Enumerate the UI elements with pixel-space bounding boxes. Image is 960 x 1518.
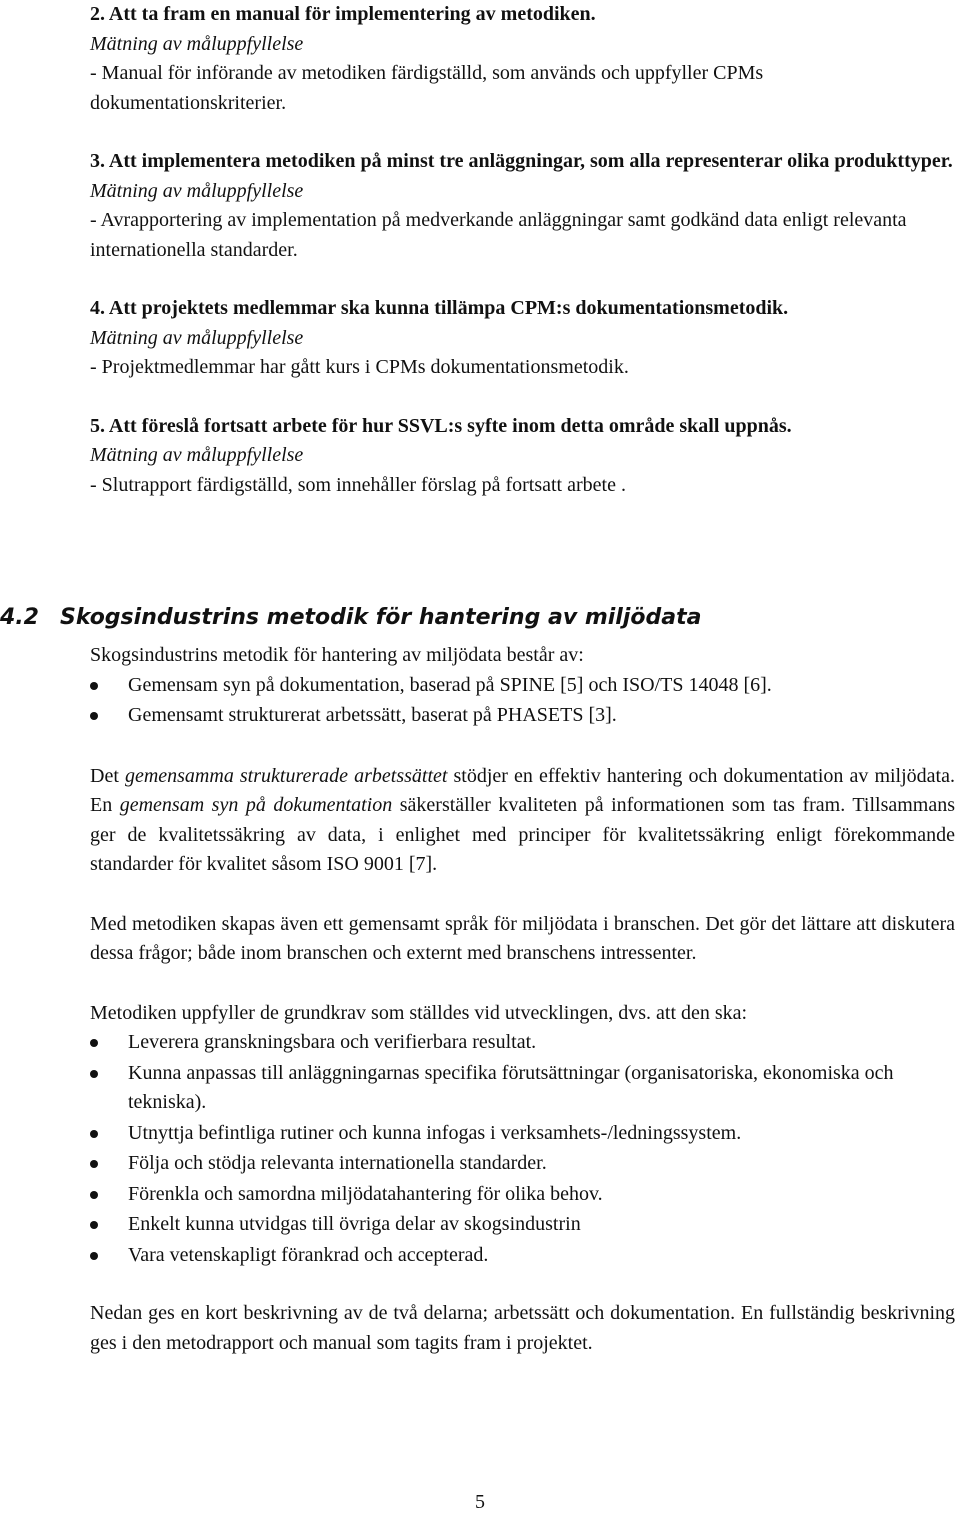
emphasis-text: gemensam syn på dokumentation — [119, 794, 393, 816]
goal-title: 5. Att föreslå fortsatt arbete för hur SSVL:s syfte inom detta område skall uppnås. — [90, 414, 792, 437]
goal-5 — [90, 412, 955, 501]
measure-label: Mätning av måluppfyllelse — [90, 32, 304, 55]
paragraph-3: Metodiken uppfyller de grundkrav som ställdes vid utvecklingen, dvs. att den ska: — [90, 1001, 748, 1024]
list-item: Enkelt kunna utvidgas till övriga delar av skogsindustrin — [90, 1210, 955, 1240]
bullet-list-requirements — [90, 1028, 955, 1270]
bullet-icon — [90, 1039, 98, 1047]
list-item: Utnyttja befintliga rutiner och kunna infogas i verksamhets-/ledningssystem. — [90, 1119, 955, 1149]
bullet-icon — [90, 1221, 98, 1229]
measure-text: - Projektmedlemmar har gått kurs i CPMs dokumentationsmetodik. — [90, 356, 629, 378]
bullet-icon — [90, 1252, 98, 1260]
measure-text: - Manual för införande av metodiken färdigställd, som används och uppfyller CPMs dokumentationskriterier. — [90, 62, 764, 114]
measure-text: - Avrapportering av implementation på medverkande anläggningar samt godkänd data enligt relevanta internationella standarder. — [90, 209, 907, 261]
list-item: Vara vetenskapligt förankrad och accepterad. — [90, 1241, 955, 1271]
measure-text: - Slutrapport färdigställd, som innehåller förslag på fortsatt arbete . — [90, 473, 626, 496]
measure-label: Mätning av måluppfyllelse — [90, 179, 304, 202]
paragraph-2: Med metodiken skapas även ett gemensamt språk för miljödata i branschen. Det gör det lättare att diskutera dessa frågor; både inom branschen och externt med branschens intressenter. — [90, 912, 955, 964]
measure-label: Mätning av måluppfyllelse — [90, 444, 304, 466]
bullet-icon — [90, 1191, 98, 1199]
list-item: Leverera granskningsbara och verifierbara resultat. — [90, 1028, 955, 1058]
list-item: Förenkla och samordna miljödatahantering för olika behov. — [90, 1180, 955, 1210]
emphasis-text: gemensamma strukturerade arbetssättet — [124, 764, 448, 787]
list-item: Kunna anpassas till anläggningarnas specifika förutsättningar (organisatoriska, ekonomiska och tekniska). — [90, 1059, 955, 1118]
list-item: Gemensam syn på dokumentation, baserad på SPINE [5] och ISO/TS 14048 [6]. — [90, 671, 955, 701]
goal-title: 2. Att ta fram en manual för implementering av metodiken. — [90, 3, 596, 25]
measure-label: Mätning av måluppfyllelse — [90, 326, 304, 349]
section-heading — [0, 603, 960, 633]
goal-3 — [90, 147, 955, 265]
section-body — [90, 641, 955, 1358]
goal-title: 3. Att implementera metodiken på minst tre anläggningar, som alla representerar olika produkttyper. — [90, 150, 953, 172]
bullet-icon — [90, 682, 98, 690]
list-item: Gemensamt strukturerat arbetssätt, baserat på PHASETS [3]. — [90, 701, 955, 731]
goal-title: 4. Att projektets medlemmar ska kunna tillämpa CPM:s dokumentationsmetodik. — [90, 297, 789, 319]
bullet-list-components — [90, 671, 955, 731]
intro-text: Skogsindustrins metodik för hantering av miljödata består av: — [90, 644, 584, 666]
section-title: Skogsindustrins metodik för hantering av miljödata — [60, 605, 702, 630]
bullet-icon — [90, 1130, 98, 1138]
goal-4 — [90, 294, 955, 383]
page-number: 5 — [475, 1491, 485, 1513]
section-number: 4.2 — [0, 605, 39, 630]
bullet-icon — [90, 712, 98, 720]
paragraph-4: Nedan ges en kort beskrivning av de två delarna; arbetssätt och dokumentation. En fullständig beskrivning ges i den metodrapport och manual som tagits fram i projektet. — [90, 1302, 955, 1354]
goal-2 — [90, 0, 955, 118]
bullet-icon — [90, 1160, 98, 1168]
list-item: Följa och stödja relevanta internationella standarder. — [90, 1149, 955, 1179]
paragraph-1: Det gemensamma strukturerade arbetssättet stödjer en effektiv hantering och dokumentation av miljödata. En gemensam syn på dokumentation säkerställer kvaliteten på informationen som tas fram. Tillsammans ger de kvalitetssäkring av data, i enlighet med principer för kvalitetssäkring enligt förekommande standarder för kvalitet såsom ISO 9001 [7]. — [90, 764, 956, 875]
goals-block — [90, 0, 955, 500]
bullet-icon — [90, 1070, 98, 1078]
